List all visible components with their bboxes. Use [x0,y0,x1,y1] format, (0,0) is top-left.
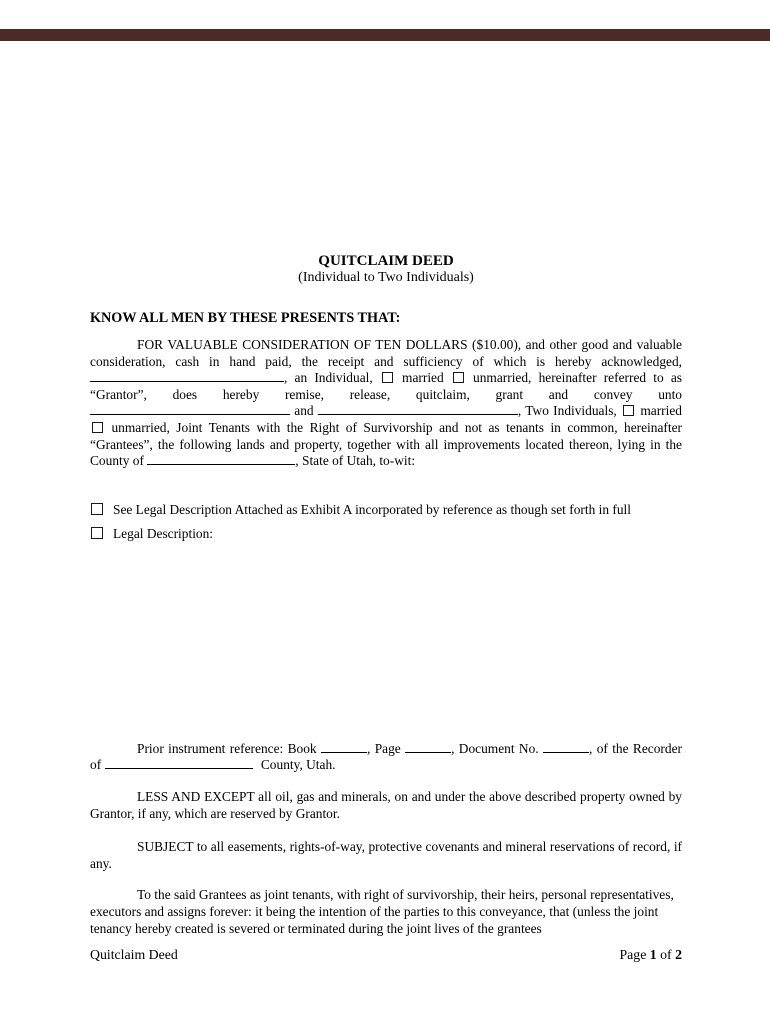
county-blank[interactable] [147,453,295,465]
doc-title: QUITCLAIM DEED [318,253,454,269]
page-indicator [620,946,683,963]
prior-instrument-paragraph [90,741,682,774]
footer-doc-name: Quitclaim Deed [90,947,178,962]
grantor-unmarried-checkbox[interactable] [453,372,464,383]
paragraph-text: FOR VALUABLE CONSIDERATION OF TEN DOLLARS ($10.00), and other good and valuable consideration, cash in hand paid, the receipt and sufficiency of which is hereby acknowledged, [90,337,682,369]
grantee1-name-blank[interactable] [90,403,290,415]
title-block [90,253,682,286]
consideration-paragraph [90,337,682,470]
document-no-blank[interactable] [543,741,589,753]
paragraph-text: , Page [367,740,401,756]
grantee2-name-blank[interactable] [318,403,518,415]
grantees-married-label: married [640,403,682,419]
exhibit-a-label: See Legal Description Attached as Exhibit A incorporated by reference as though set forth in full [113,501,631,517]
recorder-county-blank[interactable] [105,757,253,769]
page-footer [90,946,682,963]
page-number: 1 [649,947,657,962]
presents-heading: KNOW ALL MEN BY THESE PRESENTS THAT: [90,310,401,326]
subject-paragraph: SUBJECT to all easements, rights-of-way, protective covenants and mineral reservations of record, if any. [90,839,682,871]
of-word: of [660,947,672,962]
book-blank[interactable] [321,741,367,753]
grantor-married-label: married [402,370,444,386]
paragraph-text: unmarried, Joint Tenants with the Right of Survivorship and not as tenants in common, hereinafter “Grantees”, the following lands and property, together with all improvements located thereon, lying in the County of [90,419,682,469]
paragraph-text: Prior instrument reference: Book [137,740,317,756]
paragraph-text: , State of Utah, to-wit: [295,453,416,469]
legal-description-checkbox[interactable] [91,527,103,539]
legal-description-label: Legal Description: [113,525,214,541]
grantees-paragraph: To the said Grantees as joint tenants, with right of survivorship, their heirs, personal representatives, executors and assigns forever: it being the intention of the parties to this conveyance, that (unless the joint tenancy hereby created is severed or terminated during the joint lives of the grantees [90,887,674,936]
paragraph-text: County, Utah. [260,757,336,773]
page-blank[interactable] [405,741,451,753]
total-pages: 2 [675,947,682,962]
exhibit-a-checkbox[interactable] [91,503,103,515]
legal-description-blank-area[interactable] [90,542,682,741]
page-word: Page [619,947,647,962]
paragraph-text: unmarried, hereinafter referred to as “Grantor”, does hereby remise, release, quitclaim, grant and convey unto [90,370,682,402]
paragraph-text: , Document No. [451,740,539,756]
paragraph-text: , of the Recorder of [90,740,682,773]
paragraph-text: , an Individual, [284,370,373,386]
doc-subtitle: (Individual to Two Individuals) [298,270,474,285]
less-and-except-paragraph: LESS AND EXCEPT all oil, gas and minerals, on and under the above described property owned by Grantor, if any, which are reserved by Grantor. [90,788,682,821]
grantor-married-checkbox[interactable] [382,372,393,383]
grantor-name-blank[interactable] [90,370,284,382]
paragraph-text: , Two Individuals, [517,403,617,419]
exhibit-a-option [90,501,682,518]
grantees-married-checkbox[interactable] [623,405,634,416]
paragraph-text: and [294,403,314,419]
grantees-unmarried-checkbox[interactable] [92,422,103,433]
legal-description-option [90,525,682,542]
